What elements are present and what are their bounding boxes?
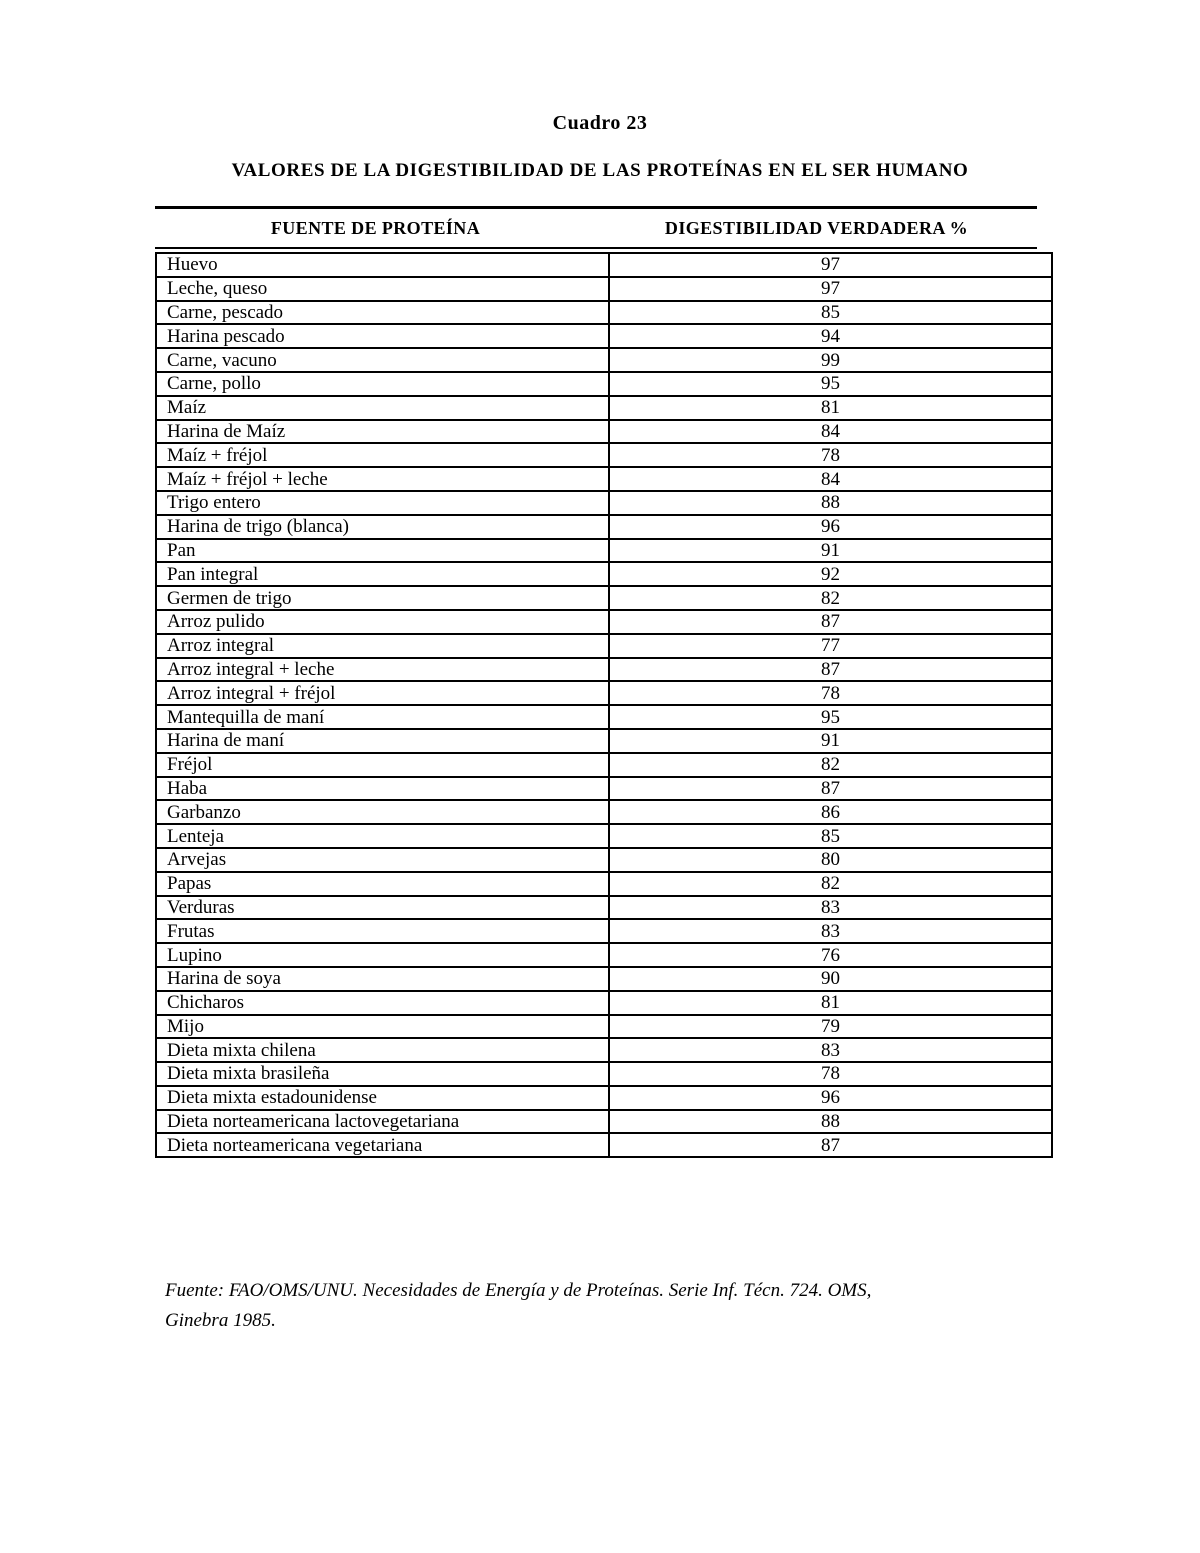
digestibility-value-cell: 96 <box>609 515 1052 539</box>
protein-source-cell: Pan <box>156 539 609 563</box>
digestibility-value-cell: 87 <box>609 1133 1052 1157</box>
protein-source-cell: Trigo entero <box>156 491 609 515</box>
digestibility-value-cell: 90 <box>609 967 1052 991</box>
table-row <box>156 324 1052 348</box>
protein-source-cell: Harina de soya <box>156 967 609 991</box>
column-header-digestibility: DIGESTIBILIDAD VERDADERA % <box>664 217 969 238</box>
table-row <box>156 610 1052 634</box>
table-row <box>156 586 1052 610</box>
digestibility-value-cell: 82 <box>609 872 1052 896</box>
protein-source-cell: Frutas <box>156 919 609 943</box>
table-row <box>156 539 1052 563</box>
protein-source-cell: Arroz pulido <box>156 610 609 634</box>
protein-source-cell: Arroz integral + fréjol <box>156 681 609 705</box>
digestibility-value-cell: 94 <box>609 324 1052 348</box>
table-row <box>156 467 1052 491</box>
digestibility-value-cell: 84 <box>609 467 1052 491</box>
protein-source-cell: Chicharos <box>156 991 609 1015</box>
table-row <box>156 491 1052 515</box>
protein-source-cell: Verduras <box>156 896 609 920</box>
table-row <box>156 896 1052 920</box>
table-row <box>156 1133 1052 1157</box>
protein-source-cell: Carne, pollo <box>156 372 609 396</box>
protein-source-cell: Mantequilla de maní <box>156 705 609 729</box>
digestibility-value-cell: 92 <box>609 562 1052 586</box>
table-row <box>156 943 1052 967</box>
table-row <box>156 372 1052 396</box>
digestibility-value-cell: 84 <box>609 420 1052 444</box>
table-row <box>156 824 1052 848</box>
table-row <box>156 562 1052 586</box>
digestibility-value-cell: 79 <box>609 1015 1052 1039</box>
table-row <box>156 348 1052 372</box>
digestibility-value-cell: 91 <box>609 539 1052 563</box>
table-rows <box>156 253 1052 1157</box>
table-row <box>156 753 1052 777</box>
protein-source-cell: Harina de Maíz <box>156 420 609 444</box>
protein-source-cell: Papas <box>156 872 609 896</box>
protein-source-cell: Harina de trigo (blanca) <box>156 515 609 539</box>
digestibility-value-cell: 96 <box>609 1086 1052 1110</box>
digestibility-value-cell: 83 <box>609 896 1052 920</box>
table-header-row <box>155 209 1037 249</box>
digestibility-value-cell: 80 <box>609 848 1052 872</box>
digestibility-value-cell: 83 <box>609 919 1052 943</box>
digestibility-value-cell: 76 <box>609 943 1052 967</box>
digestibility-value-cell: 85 <box>609 301 1052 325</box>
protein-source-cell: Lenteja <box>156 824 609 848</box>
digestibility-value-cell: 81 <box>609 396 1052 420</box>
protein-source-cell: Maíz + fréjol + leche <box>156 467 609 491</box>
table-row <box>156 634 1052 658</box>
protein-source-cell: Harina pescado <box>156 324 609 348</box>
table-row <box>156 919 1052 943</box>
protein-source-cell: Maíz + fréjol <box>156 443 609 467</box>
table-body <box>155 252 1053 1158</box>
protein-source-cell: Harina de maní <box>156 729 609 753</box>
table-row <box>156 872 1052 896</box>
source-note-line-1: Fuente: FAO/OMS/UNU. Necesidades de Energía y de Proteínas. Serie Inf. Técn. 724. OMS, <box>165 1280 872 1301</box>
table-row <box>156 848 1052 872</box>
table-row <box>156 777 1052 801</box>
table-row <box>156 991 1052 1015</box>
table-row <box>156 1038 1052 1062</box>
digestibility-value-cell: 83 <box>609 1038 1052 1062</box>
table-row <box>156 705 1052 729</box>
digestibility-value-cell: 97 <box>609 253 1052 277</box>
digestibility-value-cell: 78 <box>609 443 1052 467</box>
protein-source-cell: Maíz <box>156 396 609 420</box>
table-row <box>156 253 1052 277</box>
protein-source-cell: Huevo <box>156 253 609 277</box>
digestibility-value-cell: 97 <box>609 277 1052 301</box>
table-caption: VALORES DE LA DIGESTIBILIDAD DE LAS PROTEÍNAS EN EL SER HUMANO <box>231 160 969 181</box>
digestibility-value-cell: 87 <box>609 658 1052 682</box>
table-row <box>156 658 1052 682</box>
digestibility-value-cell: 78 <box>609 1062 1052 1086</box>
table-row <box>156 1086 1052 1110</box>
protein-source-cell: Garbanzo <box>156 800 609 824</box>
digestibility-value-cell: 78 <box>609 681 1052 705</box>
table-row <box>156 1110 1052 1134</box>
source-note <box>165 1276 1030 1336</box>
protein-source-cell: Dieta mixta brasileña <box>156 1062 609 1086</box>
digestibility-value-cell: 82 <box>609 753 1052 777</box>
table-row <box>156 967 1052 991</box>
table-row <box>156 396 1052 420</box>
protein-source-cell: Carne, vacuno <box>156 348 609 372</box>
digestibility-value-cell: 82 <box>609 586 1052 610</box>
digestibility-value-cell: 87 <box>609 610 1052 634</box>
protein-source-cell: Leche, queso <box>156 277 609 301</box>
digestibility-value-cell: 88 <box>609 491 1052 515</box>
table-row <box>156 729 1052 753</box>
digestibility-value-cell: 85 <box>609 824 1052 848</box>
protein-source-cell: Dieta norteamericana lactovegetariana <box>156 1110 609 1134</box>
digestibility-table <box>155 206 1037 1158</box>
table-row <box>156 301 1052 325</box>
digestibility-value-cell: 81 <box>609 991 1052 1015</box>
protein-source-cell: Germen de trigo <box>156 586 609 610</box>
digestibility-value-cell: 86 <box>609 800 1052 824</box>
digestibility-value-cell: 91 <box>609 729 1052 753</box>
table-row <box>156 1015 1052 1039</box>
protein-source-cell: Arroz integral <box>156 634 609 658</box>
protein-source-cell: Dieta norteamericana vegetariana <box>156 1133 609 1157</box>
protein-source-cell: Haba <box>156 777 609 801</box>
protein-source-cell: Fréjol <box>156 753 609 777</box>
digestibility-value-cell: 99 <box>609 348 1052 372</box>
protein-source-cell: Pan integral <box>156 562 609 586</box>
table-row <box>156 515 1052 539</box>
digestibility-value-cell: 77 <box>609 634 1052 658</box>
table-row <box>156 443 1052 467</box>
page-title: Cuadro 23 <box>552 112 648 134</box>
digestibility-value-cell: 95 <box>609 372 1052 396</box>
table-row <box>156 420 1052 444</box>
table-row <box>156 1062 1052 1086</box>
protein-source-cell: Dieta mixta estadounidense <box>156 1086 609 1110</box>
table-row <box>156 277 1052 301</box>
protein-source-cell: Dieta mixta chilena <box>156 1038 609 1062</box>
protein-source-cell: Carne, pescado <box>156 301 609 325</box>
protein-source-cell: Lupino <box>156 943 609 967</box>
column-header-source: FUENTE DE PROTEÍNA <box>270 217 481 238</box>
digestibility-value-cell: 87 <box>609 777 1052 801</box>
digestibility-value-cell: 95 <box>609 705 1052 729</box>
protein-source-cell: Arroz integral + leche <box>156 658 609 682</box>
digestibility-value-cell: 88 <box>609 1110 1052 1134</box>
source-note-line-2: Ginebra 1985. <box>165 1310 276 1331</box>
table-row <box>156 681 1052 705</box>
protein-source-cell: Arvejas <box>156 848 609 872</box>
protein-source-cell: Mijo <box>156 1015 609 1039</box>
table-row <box>156 800 1052 824</box>
